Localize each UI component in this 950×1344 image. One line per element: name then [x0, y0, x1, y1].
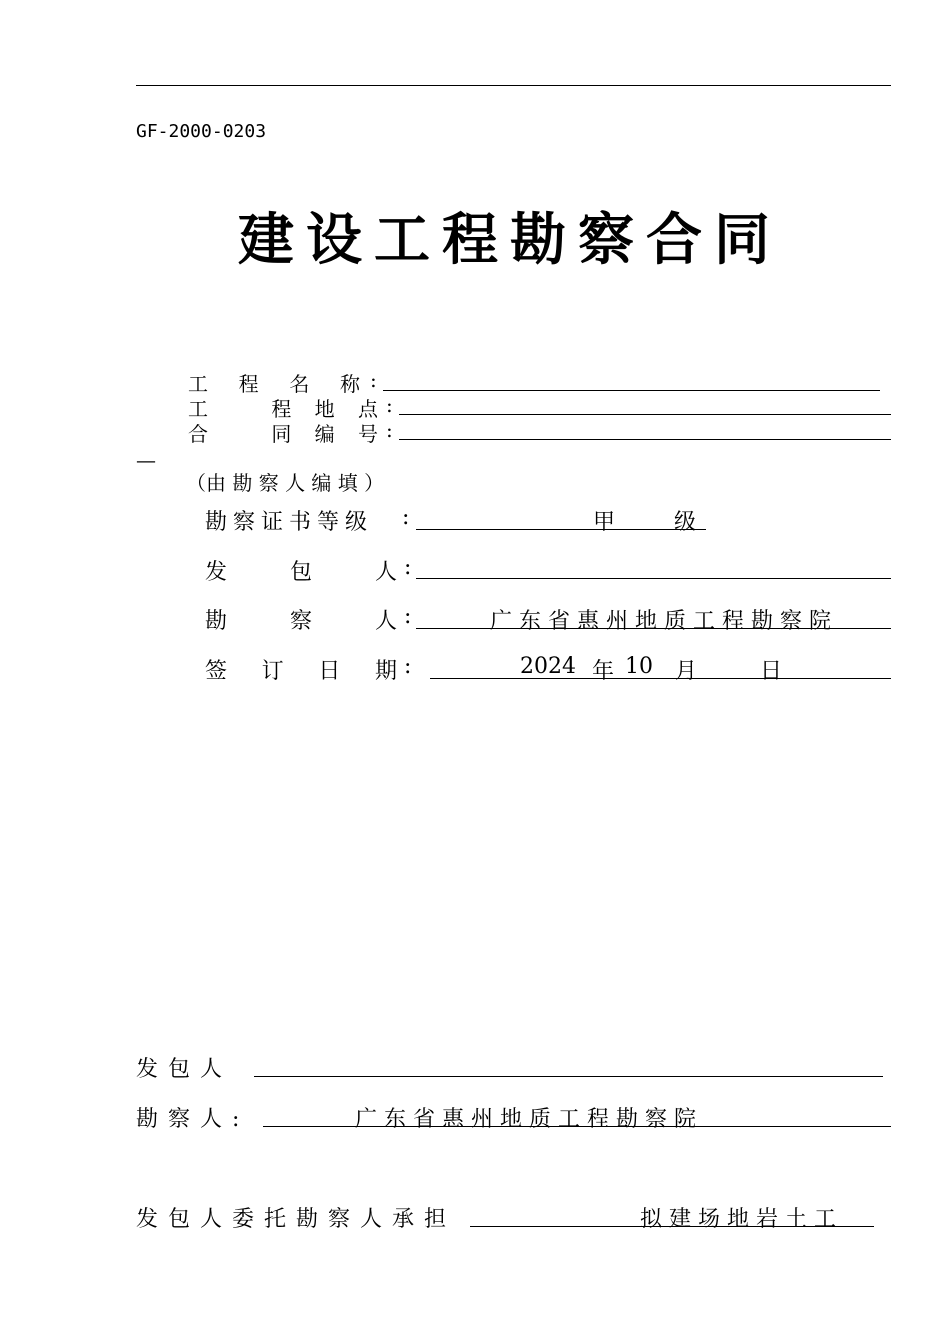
- day-unit: 日: [760, 659, 783, 684]
- label-char: 日: [318, 659, 341, 684]
- project-location-field[interactable]: [399, 414, 891, 415]
- bottom-client-label: 发包人: [136, 1057, 233, 1082]
- label-char: 订: [261, 659, 284, 684]
- colon: :: [370, 368, 377, 392]
- label-char: 期: [374, 659, 397, 684]
- entrust-text: 发包人委托勘察人承担: [136, 1207, 457, 1232]
- label-char: 合: [188, 422, 208, 446]
- document-code: GF-2000-0203: [136, 121, 267, 142]
- client-label: [205, 555, 397, 586]
- label-char: 程: [238, 372, 259, 396]
- label-char: 号: [357, 422, 378, 446]
- page-title: 建设工程勘察合同: [238, 208, 782, 273]
- colon: :: [402, 505, 410, 530]
- label-char: 同: [271, 422, 292, 446]
- year-unit: 年: [592, 659, 615, 684]
- sign-month: 10: [625, 654, 653, 679]
- label-char: 包: [289, 560, 312, 585]
- cert-grade-label: 勘察证书等级: [205, 510, 374, 535]
- top-rule: [136, 85, 891, 86]
- colon: :: [404, 604, 412, 629]
- surveyor-label: [205, 604, 397, 635]
- label-char: 点: [357, 397, 378, 421]
- colon: :: [386, 393, 393, 417]
- cert-grade-value-2: 级: [674, 510, 697, 535]
- surveyor-field[interactable]: [416, 628, 891, 629]
- entrust-field[interactable]: [470, 1226, 874, 1227]
- cert-grade-value-1: 甲: [593, 510, 616, 535]
- month-unit: 月: [675, 659, 698, 684]
- sign-year: 2024: [520, 654, 576, 679]
- colon: :: [404, 654, 412, 679]
- surveyor-value: 广东省惠州地质工程勘察院: [490, 609, 839, 634]
- label-char: 编: [314, 422, 335, 446]
- contract-number-field[interactable]: [399, 439, 891, 440]
- label-char: 程: [271, 397, 292, 421]
- cert-grade-field[interactable]: [416, 529, 706, 530]
- label-char: 勘: [205, 609, 228, 634]
- bottom-surveyor-label: 勘察人:: [136, 1107, 250, 1132]
- label-char: 发: [205, 560, 228, 585]
- filled-by-note: （由 勘 察 人 编 填 ）: [186, 471, 385, 495]
- colon: :: [404, 555, 412, 580]
- bottom-surveyor-field[interactable]: [263, 1126, 891, 1127]
- colon: :: [386, 418, 393, 442]
- label-char: 人: [374, 609, 397, 634]
- label-char: 签: [205, 659, 228, 684]
- label-char: 工: [188, 397, 208, 421]
- contract-number-label: [188, 418, 378, 447]
- project-name-field[interactable]: [383, 390, 880, 391]
- sign-date-label: [205, 654, 397, 685]
- label-char: 察: [289, 609, 312, 634]
- client-field[interactable]: [416, 578, 891, 579]
- entrust-value: 拟建场地岩土工: [640, 1207, 844, 1232]
- bottom-client-field[interactable]: [254, 1076, 883, 1077]
- dash-mark: —: [136, 448, 156, 472]
- label-char: 人: [374, 560, 397, 585]
- label-char: 地: [314, 397, 335, 421]
- label-char: 工: [188, 372, 208, 396]
- sign-date-field[interactable]: [430, 678, 891, 679]
- label-char: 名: [289, 372, 310, 396]
- label-char: 称: [339, 372, 360, 396]
- bottom-surveyor-value: 广东省惠州地质工程勘察院: [355, 1107, 704, 1132]
